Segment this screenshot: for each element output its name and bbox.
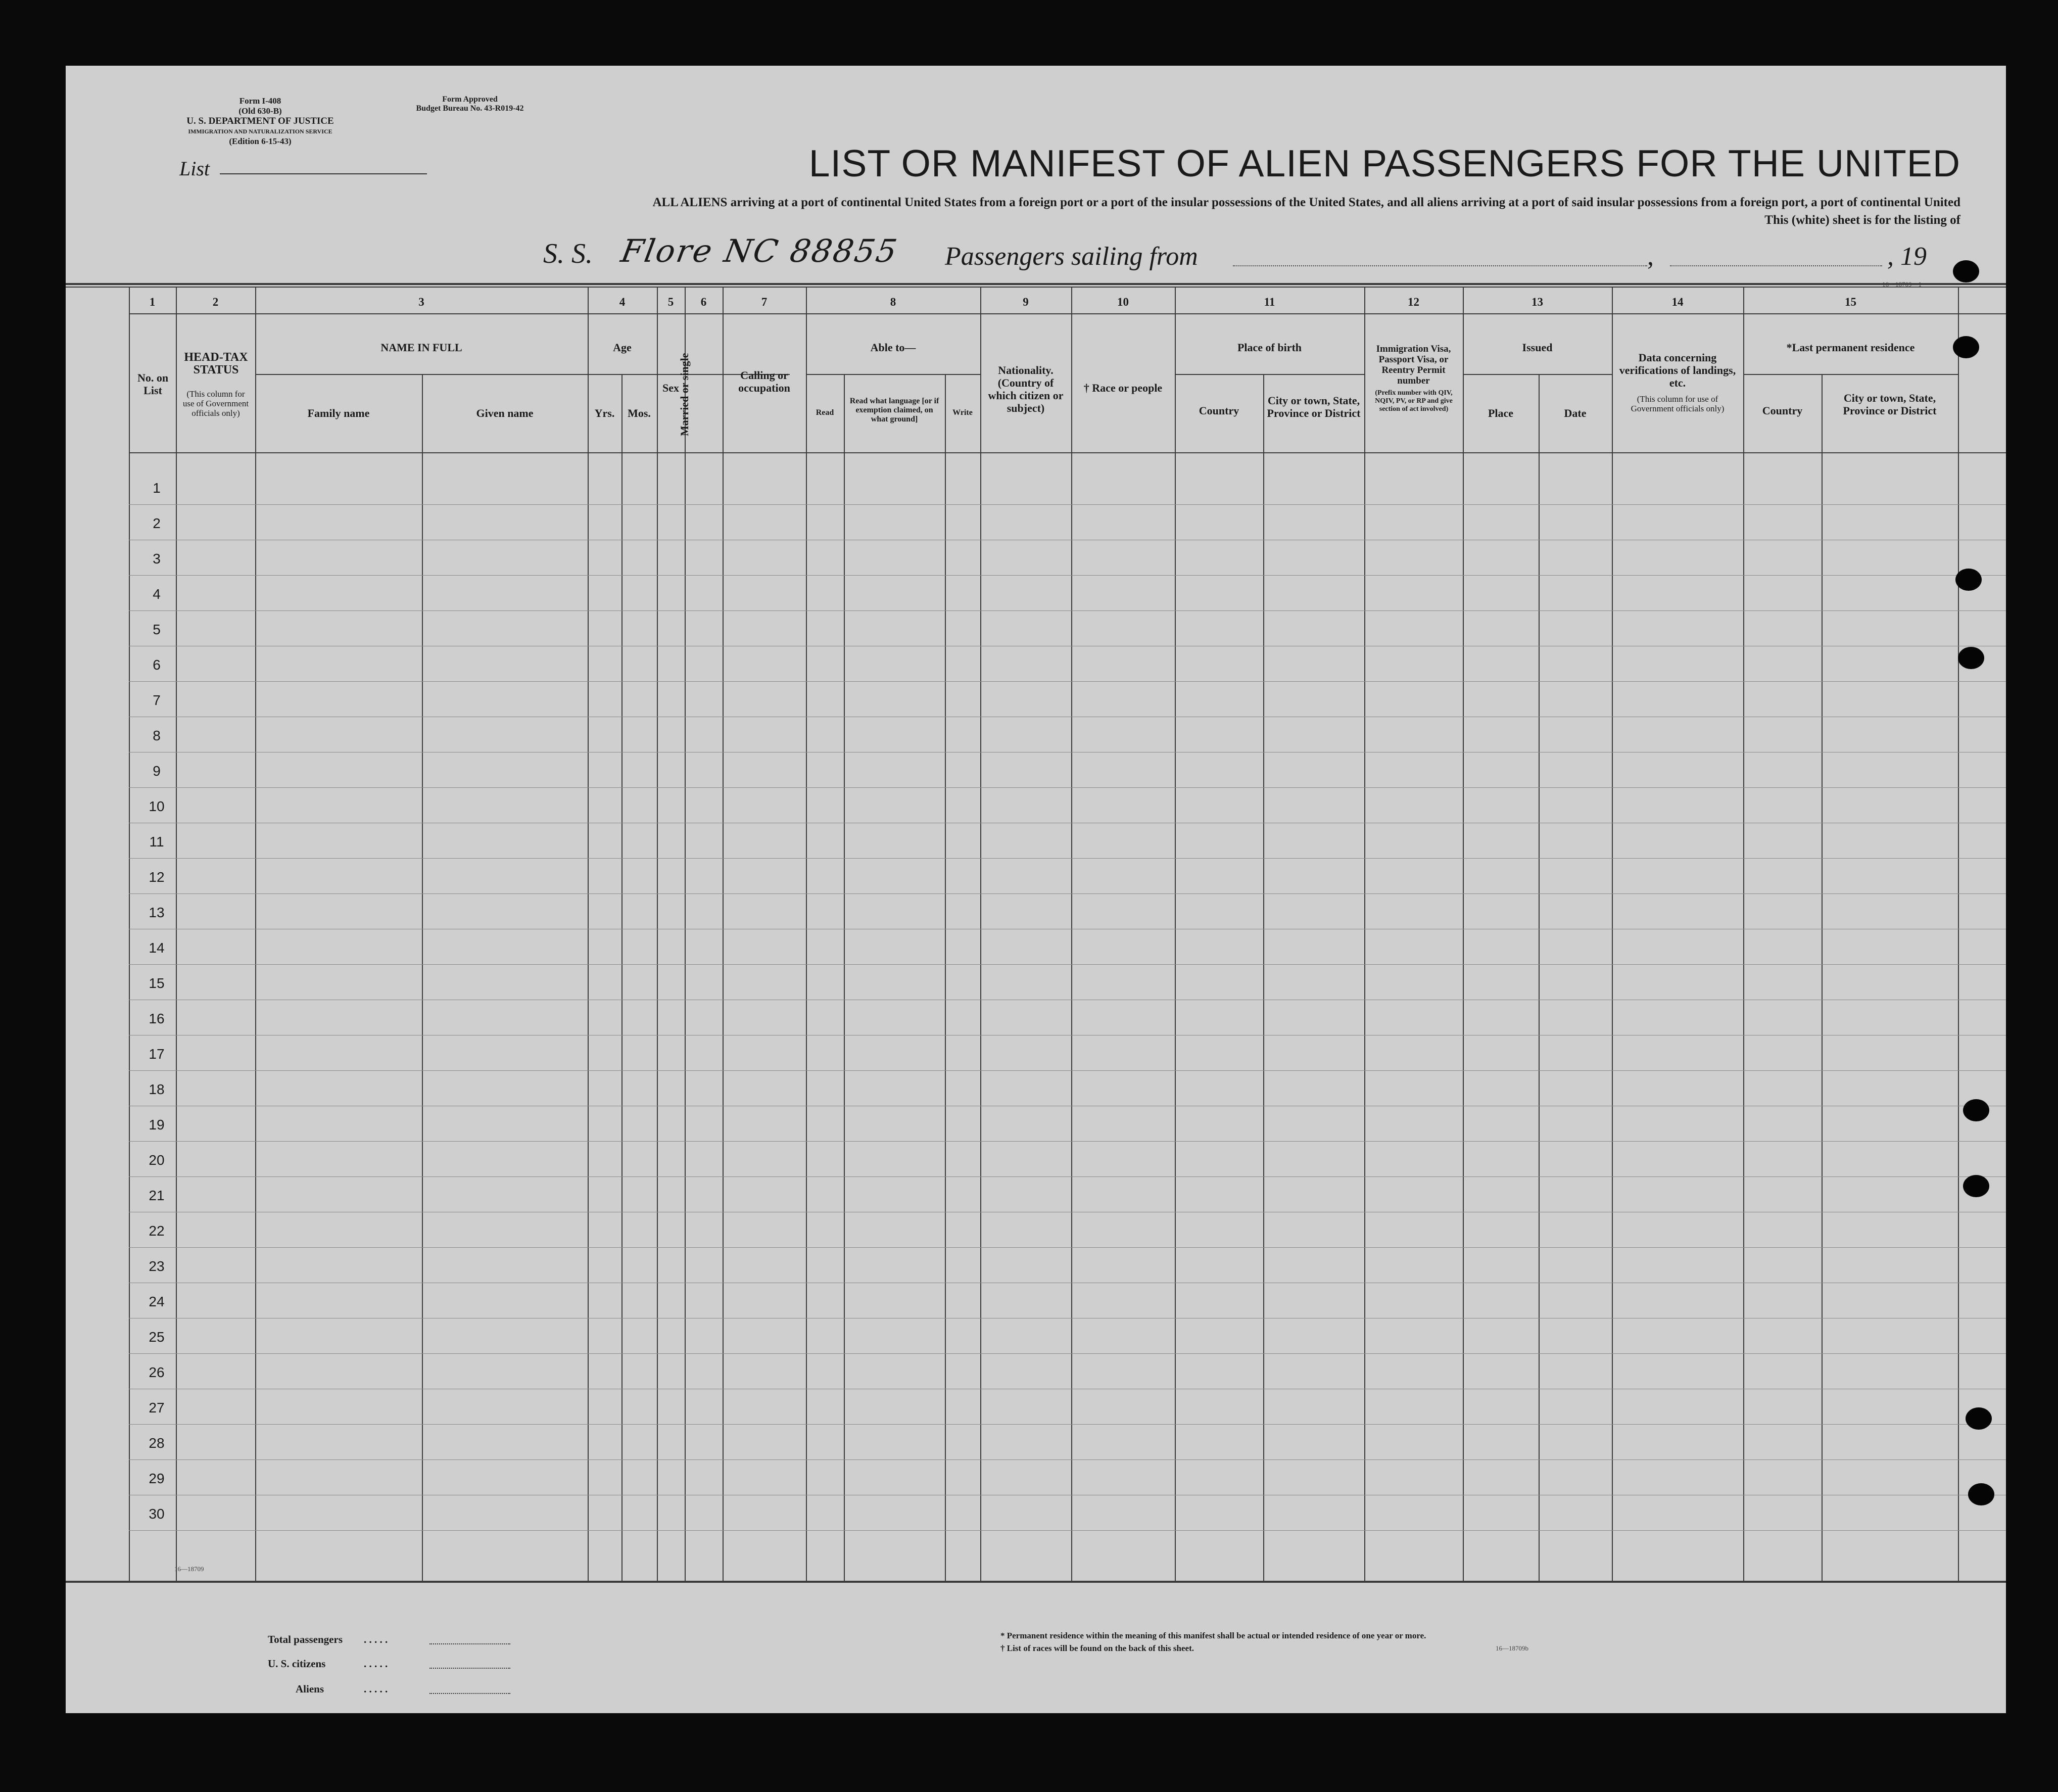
col-number: 5 <box>667 296 674 308</box>
header-date: Date <box>1564 407 1587 419</box>
col-line <box>1743 287 1744 1581</box>
col-number: 13 <box>1531 296 1543 308</box>
row-number: 23 <box>149 1258 165 1274</box>
header-calling: Calling or occupation <box>738 369 790 394</box>
page-title: LIST OR MANIFEST OF ALIEN PASSENGERS FOR THE UNITED <box>808 142 1960 184</box>
header-data-concerning: Data concerning verifications of landings, etc. <box>1619 351 1736 389</box>
aliens-field <box>429 1693 510 1694</box>
row-rule <box>129 610 2006 611</box>
header-last-residence: *Last permanent residence <box>1786 341 1915 354</box>
col-line <box>1612 287 1613 1581</box>
col-number: 1 <box>149 296 156 308</box>
row-rule <box>129 1141 2006 1142</box>
row-rule <box>129 1530 2006 1531</box>
row-number: 11 <box>149 834 164 850</box>
dots: . . . . . <box>364 1633 388 1645</box>
subheader-rule-able <box>806 374 980 375</box>
us-citizens-field <box>429 1668 510 1669</box>
subtitle-line-1: ALL ALIENS arriving at a port of continental United States from a foreign port or a port of the insular possessions of the United States, and all aliens arriving at a port of said insular possessions from a foreign port, a port of continental United <box>652 196 1960 209</box>
table-top-rule-inner <box>66 287 2006 288</box>
header-visa-note: (Prefix number with QIV, NQIV, PV, or RP and give section of act involved) <box>1375 389 1453 413</box>
header-no-on-list: No. on List <box>137 371 169 397</box>
header-age: Age <box>613 341 632 354</box>
header-family-name: Family name <box>307 407 370 419</box>
comma: , <box>1647 242 1654 271</box>
form-line: (Old 630-B) <box>238 106 282 116</box>
list-number-line <box>220 173 427 174</box>
row-number: 13 <box>149 905 165 920</box>
header-yrs: Yrs. <box>594 407 615 419</box>
approved-line: Budget Bureau No. 43-R019-42 <box>416 104 524 113</box>
header-country-residence: Country <box>1762 404 1803 417</box>
header-bottom-rule <box>129 452 2006 453</box>
col-line <box>1071 287 1072 1581</box>
header-name-in-full: NAME IN FULL <box>380 341 462 354</box>
sailing-date-line <box>1670 265 1882 266</box>
form-line: Form I-408 <box>239 96 281 106</box>
approved-line: Form Approved <box>442 95 498 104</box>
header-visa: Immigration Visa, Passport Visa, or Reentry Permit number <box>1376 344 1451 386</box>
header-race: † Race or people <box>1083 382 1163 394</box>
sailing-port-line <box>1233 265 1647 266</box>
col-number: 6 <box>700 296 707 308</box>
dots: . . . . . <box>364 1658 388 1670</box>
row-number: 28 <box>149 1435 165 1451</box>
punch-hole <box>1953 260 1979 282</box>
row-number: 22 <box>149 1223 165 1239</box>
row-rule <box>129 787 2006 788</box>
row-rule <box>129 858 2006 859</box>
col-number: 10 <box>1117 296 1129 308</box>
header-write: Write <box>952 408 973 417</box>
col-line <box>1822 374 1823 1581</box>
header-issued: Issued <box>1522 341 1553 354</box>
col-number: 3 <box>418 296 424 308</box>
form-line: IMMIGRATION AND NATURALIZATION SERVICE <box>188 128 332 135</box>
us-citizens-label: U. S. citizens <box>268 1658 326 1670</box>
row-number: 19 <box>149 1117 165 1133</box>
col-number: 2 <box>212 296 219 308</box>
footnote-permanent-residence: * Permanent residence within the meaning of this manifest shall be actual or intended residence of one year or more. <box>1000 1631 1426 1640</box>
footnote-races: † List of races will be found on the back of this sheet. <box>1000 1643 1194 1653</box>
row-rule <box>129 964 2006 965</box>
row-rule <box>129 1247 2006 1248</box>
row-number: 4 <box>153 586 161 602</box>
punch-hole <box>1968 1483 1994 1505</box>
row-rule <box>129 1459 2006 1460</box>
col-line <box>1263 374 1264 1581</box>
header-given-name: Given name <box>476 407 534 419</box>
row-number: 5 <box>153 622 161 637</box>
punch-hole <box>1963 1099 1989 1121</box>
aliens-label: Aliens <box>296 1683 324 1695</box>
row-rule <box>129 1353 2006 1354</box>
row-number: 17 <box>149 1046 165 1062</box>
col-number: 15 <box>1845 296 1856 308</box>
col-line <box>422 374 423 1581</box>
row-number: 1 <box>153 480 161 496</box>
corner-code: 16—18709—1 <box>1882 280 1922 288</box>
row-rule <box>129 575 2006 576</box>
header-data-note: (This column for use of Government officials only) <box>1631 394 1725 413</box>
col-line <box>685 287 686 1581</box>
row-number: 25 <box>149 1329 165 1345</box>
subtitle-line-2: This (white) sheet is for the listing of <box>1764 213 1960 227</box>
row-number: 26 <box>149 1364 165 1380</box>
row-rule <box>129 1424 2006 1425</box>
col-line <box>723 287 724 1581</box>
col-line <box>1175 287 1176 1581</box>
subheader-rule-residence <box>1743 374 1958 375</box>
form-approved-block <box>394 95 546 113</box>
row-rule <box>129 1176 2006 1177</box>
header-head-tax: HEAD-TAX STATUS <box>184 351 248 376</box>
subheader-rule-birth <box>1175 374 1364 375</box>
form-line: U. S. DEPARTMENT OF JUSTICE <box>186 116 334 126</box>
row-number: 24 <box>149 1294 165 1309</box>
header-place: Place <box>1488 407 1514 419</box>
row-number: 20 <box>149 1152 165 1168</box>
col-line <box>1958 287 1959 1581</box>
ss-label: S. S. <box>543 238 593 269</box>
col-line <box>1463 287 1464 1581</box>
row-number: 2 <box>153 515 161 531</box>
col-line <box>1539 374 1540 1581</box>
row-number: 21 <box>149 1188 165 1203</box>
header-sex: Sex <box>662 382 679 394</box>
col-number: 14 <box>1671 296 1684 308</box>
total-passengers-label: Total passengers <box>268 1633 343 1645</box>
punch-hole <box>1958 647 1984 669</box>
row-number: 15 <box>149 975 165 991</box>
col-number: 11 <box>1264 296 1275 308</box>
row-number: 7 <box>153 692 161 708</box>
header-place-of-birth: Place of birth <box>1237 341 1302 354</box>
col-line <box>980 287 981 1581</box>
punch-hole <box>1955 569 1982 591</box>
row-number: 3 <box>153 551 161 567</box>
row-rule <box>129 681 2006 682</box>
ship-name-handwritten: Flore NC 88855 <box>618 232 901 269</box>
row-rule <box>129 1070 2006 1071</box>
header-read: Read <box>816 408 834 417</box>
row-rule <box>129 504 2006 505</box>
col-line <box>945 374 946 1581</box>
row-number: 12 <box>149 869 165 885</box>
header-head-tax-note: (This column for use of Government officials only) <box>182 389 249 418</box>
col-number: 12 <box>1408 296 1419 308</box>
col-line <box>1364 287 1365 1581</box>
punch-hole <box>1966 1407 1992 1430</box>
dots: . . . . . <box>364 1683 388 1695</box>
sailing-from-label: Passengers sailing from <box>945 242 1198 271</box>
row-number: 9 <box>153 763 161 779</box>
row-number: 29 <box>149 1471 165 1486</box>
col-line <box>621 374 623 1581</box>
row-number: 14 <box>149 940 165 956</box>
header-country: Country <box>1199 404 1239 417</box>
col-number: 4 <box>619 296 626 308</box>
header-nationality: Nationality. (Country of which citizen or subject) <box>988 364 1064 414</box>
row-number: 16 <box>149 1011 165 1026</box>
row-rule <box>129 893 2006 894</box>
col-line <box>657 287 658 1581</box>
header-read-language: Read what language [or if exemption claimed, on what ground] <box>849 397 939 423</box>
col-line <box>806 287 807 1581</box>
header-mos: Mos. <box>628 407 651 419</box>
header-city-residence: City or town, State, Province or District <box>1843 392 1937 417</box>
row-number: 8 <box>153 728 161 743</box>
header-married-single: Married or single <box>678 353 691 436</box>
manifest-page <box>66 66 2006 1713</box>
row-number: 6 <box>153 657 161 673</box>
table-top-rule <box>66 283 2006 285</box>
list-label: List <box>179 157 210 180</box>
row-number: 30 <box>149 1506 165 1522</box>
punch-hole <box>1963 1175 1989 1197</box>
header-able-to: Able to— <box>870 341 916 354</box>
table-bottom-rule <box>66 1581 2006 1583</box>
year-label: , 19 <box>1887 242 1927 271</box>
row-number: 10 <box>149 798 165 814</box>
form-number-block <box>159 96 361 147</box>
subheader-rule-name <box>255 374 790 375</box>
form-line: (Edition 6-15-43) <box>229 136 292 146</box>
punch-hole <box>1953 336 1979 358</box>
col-line <box>255 287 256 1581</box>
footnote-code: 16—18709b <box>1496 1644 1528 1652</box>
col-line <box>129 287 130 1581</box>
row-number: 27 <box>149 1400 165 1416</box>
col-line <box>588 287 589 1581</box>
subheader-rule-issued <box>1463 374 1612 375</box>
total-passengers-field <box>429 1643 510 1644</box>
colnum-row-rule <box>129 313 2006 314</box>
col-number: 7 <box>761 296 768 308</box>
col-number: 9 <box>1023 296 1029 308</box>
bottom-code: 16—18709 <box>174 1565 204 1573</box>
row-number: 18 <box>149 1081 165 1097</box>
header-city-birth: City or town, State, Province or District <box>1267 394 1361 419</box>
col-line <box>844 374 845 1581</box>
col-number: 8 <box>890 296 896 308</box>
